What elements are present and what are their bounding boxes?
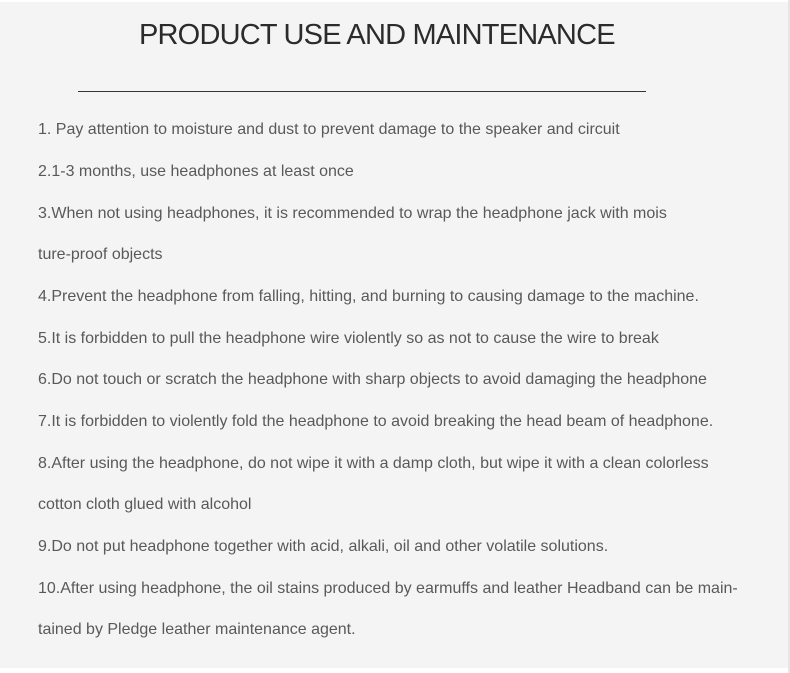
instruction-line: 10.After using headphone, the oil stains produced by earmuffs and leather Headband can be main-	[38, 580, 738, 597]
instruction-line: 3.When not using headphones, it is recommended to wrap the headphone jack with mois	[38, 205, 667, 222]
instruction-line: 9.Do not put headphone together with acid, alkali, oil and other volatile solutions.	[38, 538, 609, 555]
instruction-line: 5.It is forbidden to pull the headphone wire violently so as not to cause the wire to break	[38, 330, 659, 347]
instruction-line: 2.1-3 months, use headphones at least once	[38, 163, 354, 180]
instruction-line: 7.It is forbidden to violently fold the headphone to avoid breaking the head beam of headphone.	[38, 413, 714, 430]
instruction-line: 6.Do not touch or scratch the headphone with sharp objects to avoid damaging the headphone	[38, 371, 707, 388]
instruction-line: 4.Prevent the headphone from falling, hitting, and burning to causing damage to the machine.	[38, 288, 699, 305]
instruction-line: ture-proof objects	[38, 246, 163, 263]
title-divider	[78, 91, 646, 92]
instruction-line: tained by Pledge leather maintenance agent.	[38, 621, 356, 638]
content-panel	[0, 2, 788, 668]
instruction-line: cotton cloth glued with alcohol	[38, 496, 252, 513]
instruction-line: 1. Pay attention to moisture and dust to prevent damage to the speaker and circuit	[38, 121, 620, 138]
instruction-line: 8.After using the headphone, do not wipe it with a damp cloth, but wipe it with a clean colorless	[38, 455, 709, 472]
page-title: PRODUCT USE AND MAINTENANCE	[139, 19, 615, 51]
